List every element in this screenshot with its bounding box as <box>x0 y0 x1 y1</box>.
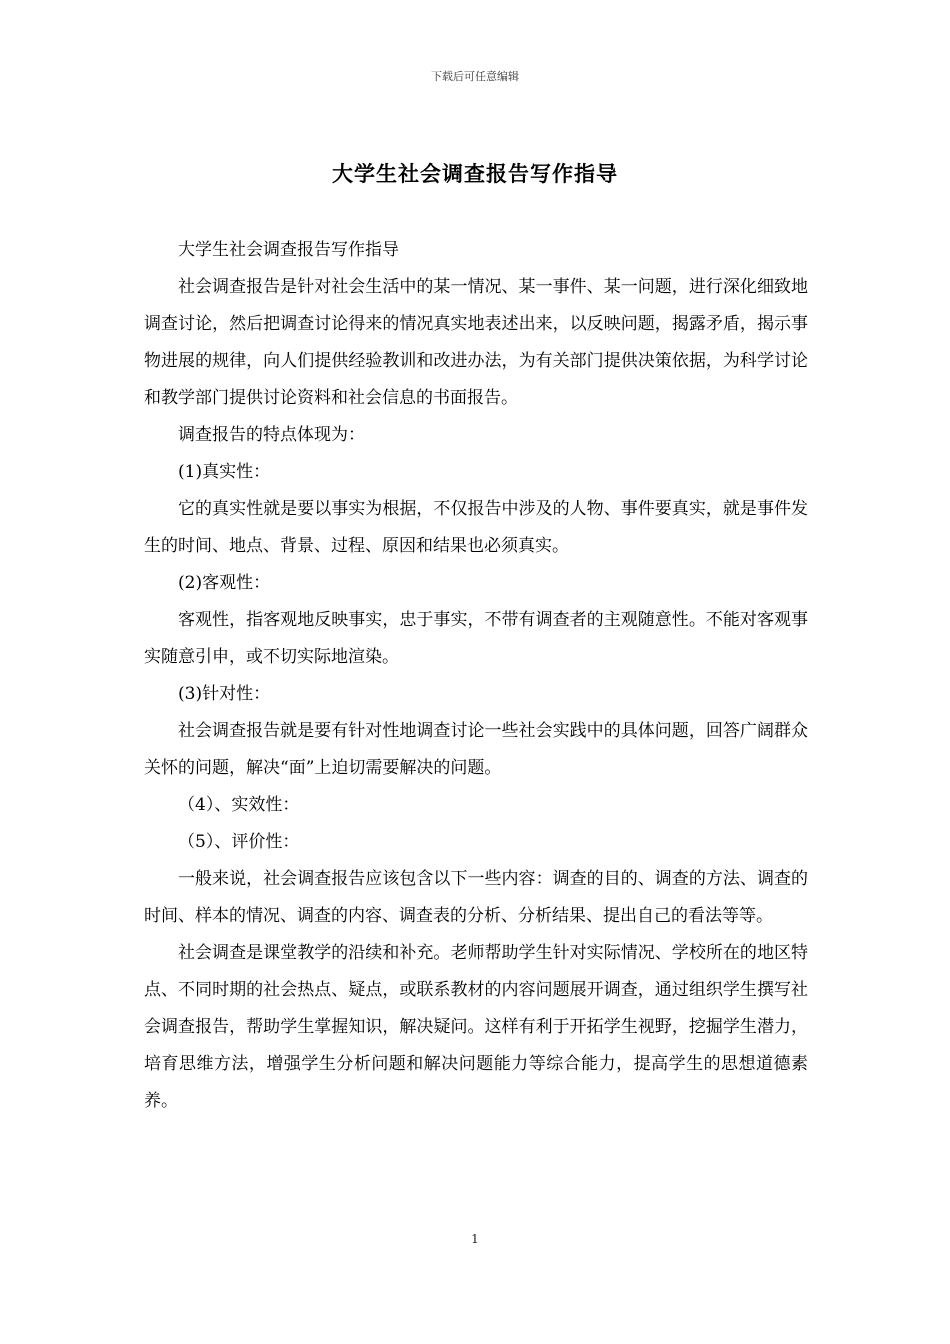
paragraph-contents: 一般来说，社会调查报告应该包含以下一些内容：调查的目的、调查的方法、调查的时间、样本的情况、调查的内容、调查表的分析、分析结果、提出自己的看法等等。 <box>144 869 808 926</box>
paragraph-pertinence: 社会调查报告就是要有针对性地调查讨论一些社会实践中的具体问题，回答广阔群众关怀的问题，解决“面”上迫切需要解决的问题。 <box>144 721 808 778</box>
document-title: 大学生社会调查报告写作指导 <box>332 162 618 186</box>
paragraph-heading-authenticity: (1)真实性： <box>178 462 271 482</box>
document-body <box>144 232 808 1120</box>
paragraph-heading-objectivity: (2)客观性： <box>178 573 271 593</box>
paragraph-heading-evaluation: （5）、评价性： <box>178 832 300 852</box>
paragraph-features-intro: 调查报告的特点体现为： <box>178 425 365 445</box>
paragraph-subtitle: 大学生社会调查报告写作指导 <box>178 240 399 260</box>
page-header-note: 下载后可任意编辑 <box>431 70 519 83</box>
paragraph-objectivity: 客观性，指客观地反映事实，忠于事实，不带有调查者的主观随意性。不能对客观事实随意引申，或不切实际地渲染。 <box>144 610 808 667</box>
paragraph-authenticity: 它的真实性就是要以事实为根据，不仅报告中涉及的人物、事件要真实，就是事件发生的时间、地点、背景、过程、原因和结果也必须真实。 <box>144 499 808 556</box>
paragraph-heading-timeliness: （4）、实效性： <box>178 795 300 815</box>
paragraph-heading-pertinence: (3)针对性： <box>178 684 271 704</box>
paragraph-definition: 社会调查报告是针对社会生活中的某一情况、某一事件、某一问题，进行深化细致地调查讨论，然后把调查讨论得来的情况真实地表述出来，以反映问题，揭露矛盾，揭示事物进展的规律，向人们提供经验教训和改进办法，为有关部门提供决策依据，为科学讨论和教学部门提供讨论资料和社会信息的书面报告。 <box>144 277 808 408</box>
paragraph-significance: 社会调查是课堂教学的沿续和补充。老师帮助学生针对实际情况、学校所在的地区特点、不同时期的社会热点、疑点，或联系教材的内容问题展开调查，通过组织学生撰写社会调查报告，帮助学生掌握知识，解决疑问。这样有利于开拓学生视野，挖掘学生潜力，培育思维方法，增强学生分析问题和解决问题能力等综合能力，提高学生的思想道德素养。 <box>144 943 808 1111</box>
page-number: 1 <box>471 1232 479 1246</box>
